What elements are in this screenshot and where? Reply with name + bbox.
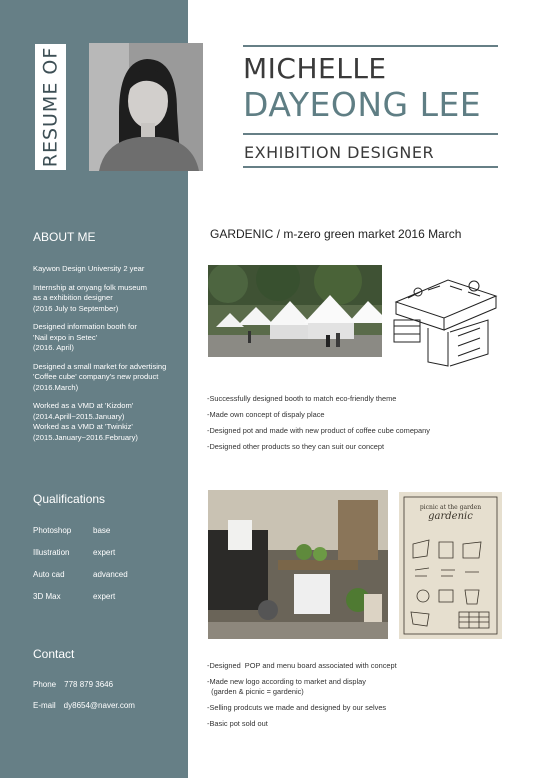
phone-value[interactable]: 778 879 3646 bbox=[64, 680, 114, 689]
project-bullets-1 bbox=[207, 394, 537, 458]
last-name: DAYEONG LEE bbox=[243, 85, 482, 124]
qualification-level: expert bbox=[93, 548, 116, 557]
header-mid-rule bbox=[243, 133, 498, 135]
bullet-item: -Designed POP and menu board associated with concept bbox=[207, 661, 397, 670]
resume-of-label: RESUME OF bbox=[39, 46, 62, 168]
market-tents-photo bbox=[208, 265, 382, 357]
qualification-skill: Photoshop bbox=[33, 526, 72, 535]
bullet-item: -Basic pot sold out bbox=[207, 719, 268, 728]
phone-label: Phone bbox=[33, 680, 57, 689]
project-bullets-2 bbox=[207, 661, 537, 735]
header-bottom-rule bbox=[243, 166, 498, 168]
contact-email bbox=[33, 701, 135, 710]
contact-phone bbox=[33, 680, 113, 689]
about-item: Designed a small market for advertising 'Coffee cube' company's new product (2016.March) bbox=[33, 361, 167, 392]
contact-heading: Contact bbox=[33, 647, 75, 661]
email-value[interactable]: dy8654@naver.com bbox=[63, 701, 135, 710]
bullet-item: -Designed other products so they can suit our concept bbox=[207, 442, 385, 451]
about-list bbox=[33, 264, 183, 451]
first-name: MICHELLE bbox=[243, 52, 387, 85]
qualification-row bbox=[33, 526, 111, 535]
sketch-note-line2: gardenic bbox=[428, 511, 473, 522]
job-title: EXHIBITION DESIGNER bbox=[244, 143, 435, 162]
qualification-row bbox=[33, 592, 116, 601]
about-item: Kaywon Design University 2 year bbox=[33, 264, 145, 273]
bullet-item: -Made new logo according to market and display (garden & picnic = gardenic) bbox=[207, 677, 366, 696]
booth-display-photo bbox=[208, 490, 388, 639]
about-item: Internship at onyang folk museum as a exhibition designer (2016 July to September) bbox=[33, 282, 147, 313]
about-heading: ABOUT ME bbox=[33, 230, 96, 244]
qualification-skill: Illustration bbox=[33, 548, 70, 557]
menu-board-sketch bbox=[399, 492, 502, 639]
qualification-skill: Auto cad bbox=[33, 570, 65, 579]
header-top-rule bbox=[243, 45, 498, 47]
about-item: Worked as a VMD at 'Kizdom' (2014.Aprill~2015.January) Worked as a VMD at 'Twinkiz' (2015.January~2016.February) bbox=[33, 401, 138, 442]
sketch-note-line1: picnic at the garden bbox=[419, 504, 482, 511]
qualification-row bbox=[33, 570, 128, 579]
email-label: E-mail bbox=[33, 701, 56, 710]
project-title: GARDENIC / m-zero green market 2016 March bbox=[210, 227, 462, 241]
market-sketch bbox=[388, 262, 503, 370]
qualification-skill: 3D Max bbox=[33, 592, 61, 601]
qualification-level: expert bbox=[93, 592, 116, 601]
about-item: Designed information booth for 'Nail expo in Setec' (2016. April) bbox=[33, 322, 137, 352]
qualification-level: base bbox=[93, 526, 111, 535]
qualification-level: advanced bbox=[93, 570, 128, 579]
bullet-item: -Successfully designed booth to match eco-friendly theme bbox=[207, 394, 397, 403]
qualifications-heading: Qualifications bbox=[33, 492, 106, 506]
bullet-item: -Selling prodcuts we made and designed by our selves bbox=[207, 703, 387, 712]
profile-photo bbox=[89, 43, 203, 171]
resume-of-tag bbox=[35, 44, 66, 170]
bullet-item: -Designed pot and made with new product of coffee cube comepany bbox=[207, 426, 430, 435]
qualification-row bbox=[33, 548, 116, 557]
bullet-item: -Made own concept of dispaly place bbox=[207, 410, 325, 419]
